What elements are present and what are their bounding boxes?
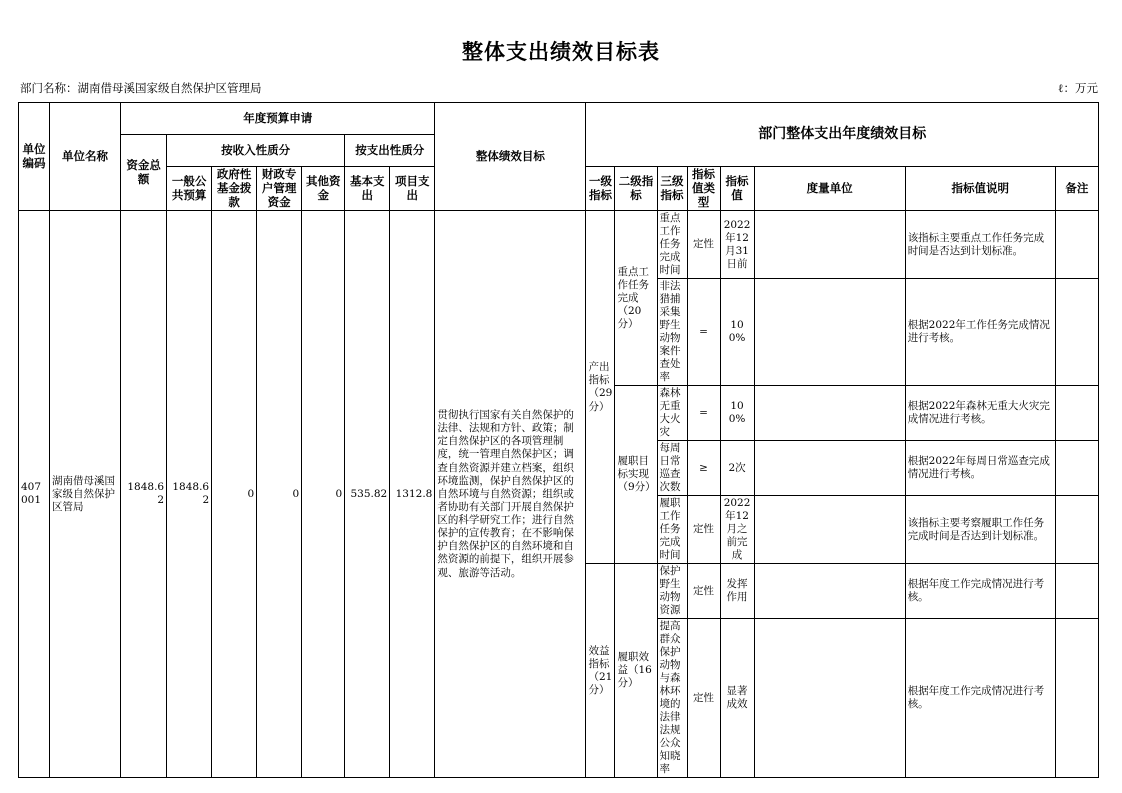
header-other-fund: 其他资金 bbox=[302, 167, 345, 211]
level2-key-task: 重点工作任务完成（20分） bbox=[615, 211, 657, 386]
general-budget: 1848.62 bbox=[167, 211, 212, 778]
header-unit-name: 单位名称 bbox=[50, 103, 121, 211]
indicator-desc: 该指标主要考察履职工作任务完成时间是否达到计划标准。 bbox=[905, 496, 1055, 564]
remark bbox=[1055, 441, 1098, 496]
currency-unit: ℓ：万元 bbox=[1057, 81, 1098, 95]
measure-unit bbox=[754, 496, 905, 564]
header-annual-goal: 部门整体支出年度绩效目标 bbox=[586, 103, 1099, 167]
indicator-type: 定性 bbox=[687, 211, 720, 279]
header-indicator-type: 指标值类型 bbox=[687, 167, 720, 211]
indicator-desc: 根据2022年工作任务完成情况进行考核。 bbox=[905, 279, 1055, 386]
remark bbox=[1055, 564, 1098, 619]
indicator-desc: 根据年度工作完成情况进行考核。 bbox=[905, 619, 1055, 778]
indicator-value: 2次 bbox=[720, 441, 754, 496]
indicator-type: = bbox=[687, 279, 720, 386]
indicator-desc: 根据2022年森林无重大火灾完成情况进行考核。 bbox=[905, 386, 1055, 441]
indicator-type: = bbox=[687, 386, 720, 441]
level3-indicator: 重点工作任务完成时间 bbox=[657, 211, 687, 279]
level3-indicator: 非法猎捕采集野生动物案件查处率 bbox=[657, 279, 687, 386]
header-remark: 备注 bbox=[1055, 167, 1098, 211]
remark bbox=[1055, 279, 1098, 386]
indicator-value: 发挥作用 bbox=[720, 564, 754, 619]
measure-unit bbox=[754, 386, 905, 441]
header-project-expense: 项目支出 bbox=[390, 167, 435, 211]
indicator-value: 显著成效 bbox=[720, 619, 754, 778]
remark bbox=[1055, 496, 1098, 564]
project-expense: 1312.8 bbox=[390, 211, 435, 778]
level1-output: 产出指标（29分） bbox=[586, 211, 615, 564]
header-gov-fund: 政府性基金拨款 bbox=[212, 167, 257, 211]
remark bbox=[1055, 386, 1098, 441]
header-level2: 二级指标 bbox=[615, 167, 657, 211]
level3-indicator: 保护野生动物资源 bbox=[657, 564, 687, 619]
indicator-type: 定性 bbox=[687, 619, 720, 778]
level1-benefit: 效益指标（21分） bbox=[586, 564, 615, 778]
indicator-type: 定性 bbox=[687, 564, 720, 619]
unit-code: 407001 bbox=[19, 211, 50, 778]
indicator-desc: 根据2022年每周日常巡查完成情况进行考核。 bbox=[905, 441, 1055, 496]
header-basic-expense: 基本支出 bbox=[345, 167, 390, 211]
basic-expense: 535.82 bbox=[345, 211, 390, 778]
level3-indicator: 每周日常巡查次数 bbox=[657, 441, 687, 496]
header-by-expense: 按支出性质分 bbox=[345, 135, 435, 167]
header-total-funds: 资金总额 bbox=[121, 135, 167, 211]
header-indicator-desc: 指标值说明 bbox=[905, 167, 1055, 211]
level2-duty-benefit: 履职效益（16分） bbox=[615, 564, 657, 778]
header-level1: 一级指标 bbox=[586, 167, 615, 211]
indicator-value: 100% bbox=[720, 386, 754, 441]
header-by-income: 按收入性质分 bbox=[167, 135, 345, 167]
level2-duty-target: 履职目标实现（9分） bbox=[615, 386, 657, 564]
header-indicator-value: 指标值 bbox=[720, 167, 754, 211]
measure-unit bbox=[754, 441, 905, 496]
special-fund: 0 bbox=[257, 211, 302, 778]
indicator-value: 2022年12月31日前 bbox=[720, 211, 754, 279]
header-overall-goal: 整体绩效目标 bbox=[435, 103, 586, 211]
gov-fund: 0 bbox=[212, 211, 257, 778]
header-annual-budget: 年度预算申请 bbox=[121, 103, 435, 135]
remark bbox=[1055, 211, 1098, 279]
level3-indicator: 提高群众保护动物与森林环境的法律法规公众知晓率 bbox=[657, 619, 687, 778]
header-general-budget: 一般公共预算 bbox=[167, 167, 212, 211]
indicator-value: 2022年12月之前完成 bbox=[720, 496, 754, 564]
indicator-desc: 该指标主要重点工作任务完成时间是否达到计划标准。 bbox=[905, 211, 1055, 279]
other-fund: 0 bbox=[302, 211, 345, 778]
header-unit-code: 单位编码 bbox=[19, 103, 50, 211]
measure-unit bbox=[754, 279, 905, 386]
level3-indicator: 森林无重大火灾 bbox=[657, 386, 687, 441]
indicator-desc: 根据年度工作完成情况进行考核。 bbox=[905, 564, 1055, 619]
header-level3: 三级指标 bbox=[657, 167, 687, 211]
measure-unit bbox=[754, 211, 905, 279]
header-measure-unit: 度量单位 bbox=[754, 167, 905, 211]
measure-unit bbox=[754, 564, 905, 619]
unit-name: 湖南借母溪国家级自然保护区管局 bbox=[50, 211, 121, 778]
indicator-type: 定性 bbox=[687, 496, 720, 564]
level3-indicator: 履职工作任务完成时间 bbox=[657, 496, 687, 564]
header-special-fund: 财政专户管理资金 bbox=[257, 167, 302, 211]
indicator-type: ≥ bbox=[687, 441, 720, 496]
indicator-value: 100% bbox=[720, 279, 754, 386]
department-name: 部门名称：湖南借母溪国家级自然保护区管理局 bbox=[20, 81, 262, 95]
remark bbox=[1055, 619, 1098, 778]
total-funds: 1848.62 bbox=[121, 211, 167, 778]
overall-goal: 贯彻执行国家有关自然保护的法律、法规和方针、政策；制定自然保护区的各项管理制度，统一管理自然保护区；调查自然资源并建立档案，组织环境监测，保护自然保护区的自然环境与自然资源；组织或者协助有关部门开展自然保护区的科学研究工作；进行自然保护的宣传教育；在不影响保护自然保护区的自然环境和自然资源的前提下，组织开展参观、旅游等活动。 bbox=[435, 211, 586, 778]
page-title: 整体支出绩效目标表 bbox=[462, 40, 660, 64]
performance-table bbox=[18, 102, 1099, 778]
measure-unit bbox=[754, 619, 905, 778]
